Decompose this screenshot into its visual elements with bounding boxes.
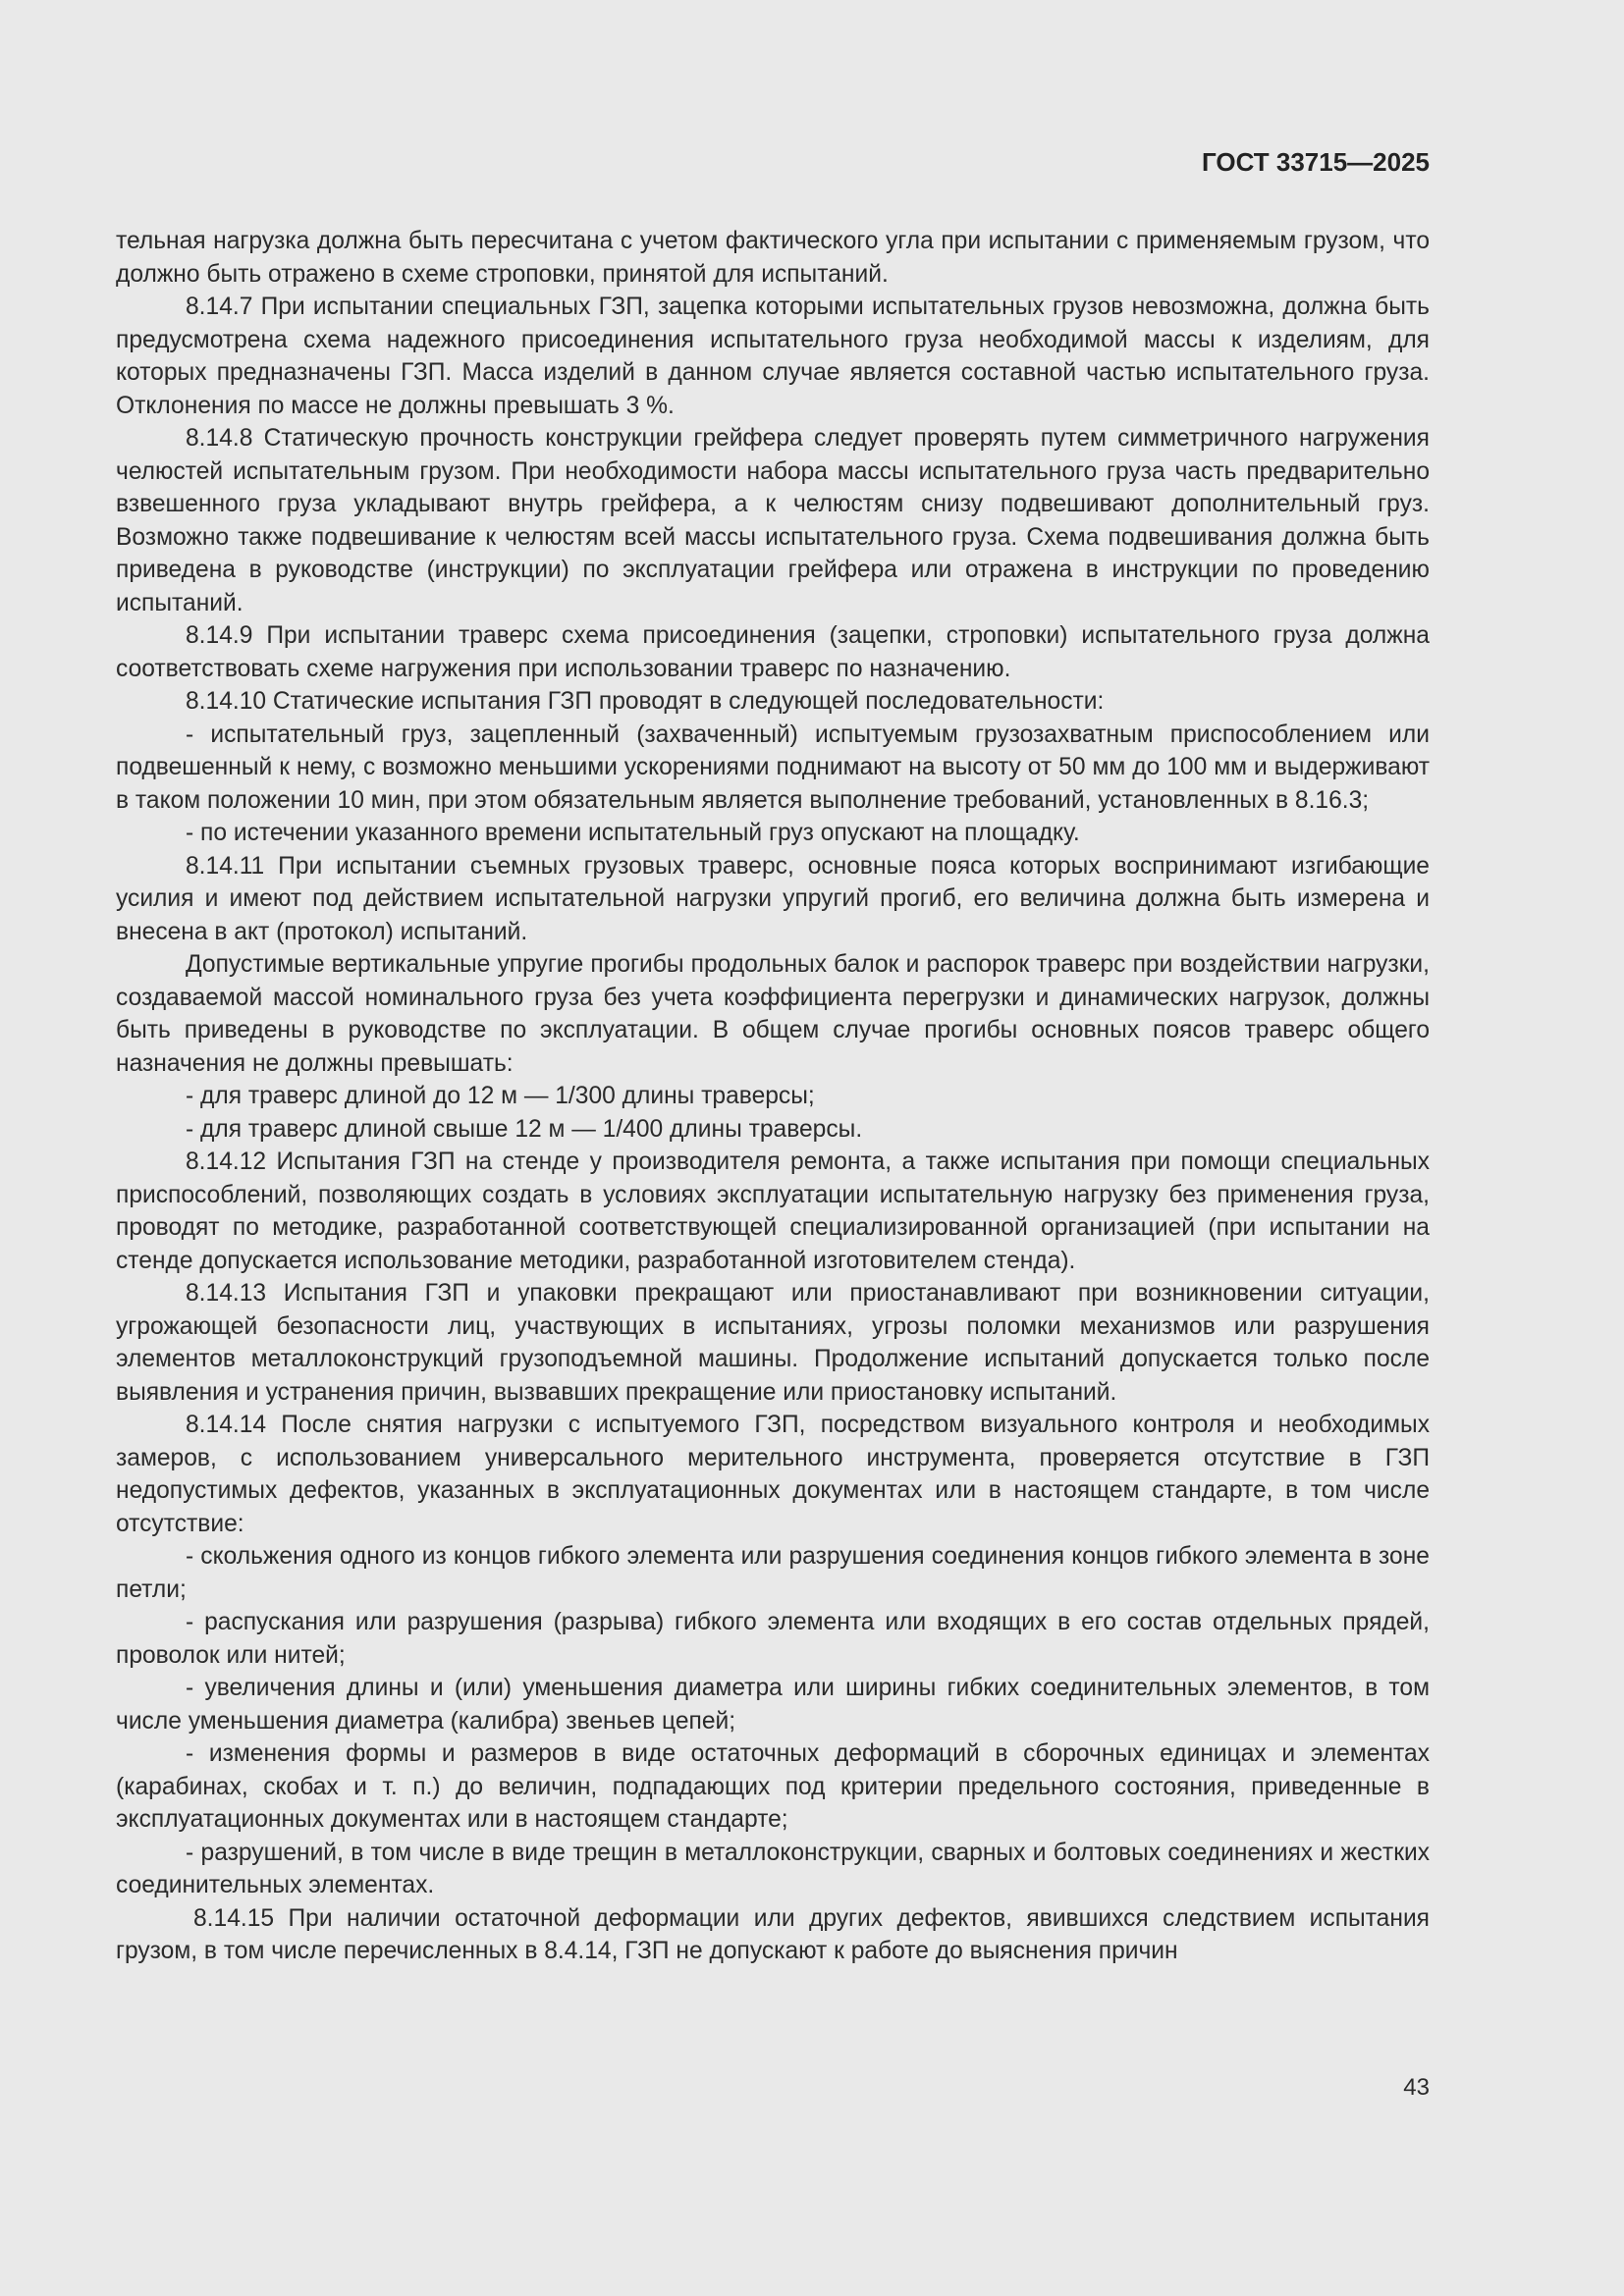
clause-8-14-10: 8.14.10 Статические испытания ГЗП проводят в следующей последовательности: [186,688,1105,715]
list-item: - испытательный груз, зацепленный (захваченный) испытуемым грузозахватным приспособлением или подвешенный к нему, с возможно меньшими ускорениями поднимают на высоту от 50 мм до 100 мм и выдерживают в таком положении 10 мин, при этом обязательным является выполнение требований, установленных в 8.16.3; [116,721,1430,814]
list-item: - изменения формы и размеров в виде остаточных деформаций в сборочных единицах и элементах (карабинах, скобах и т. п.) до величин, подпадающих под критерии предельного состояния, приведенные в эксплуатационных документах или в настоящем стандарте; [116,1740,1430,1833]
standard-designation: ГОСТ 33715—2025 [1202,147,1430,177]
clause-8-14-9: 8.14.9 При испытании траверс схема присоединения (зацепки, строповки) испытательного груза должна соответствовать схеме нагружения при использовании траверс по назначению. [116,622,1430,682]
page-number: 43 [1403,2074,1430,2101]
clause-8-14-11: 8.14.11 При испытании съемных грузовых траверс, основные пояса которых воспринимают изгибающие усилия и имеют под действием испытательной нагрузки упругий прогиб, его величина должна быть измерена и внесена в акт (протокол) испытаний. [116,852,1430,945]
clause-8-14-8: 8.14.8 Статическую прочность конструкции грейфера следует проверять путем симметричного нагружения челюстей испытательным грузом. При необходимости набора массы испытательного груза часть предварительно взвешенного груза укладывают внутрь грейфера, а к челюстям снизу подвешивают дополнительный груз. Возможно также подвешивание к челюстям всей массы испытательного груза. Схема подвешивания должна быть приведена в руководстве (инструкции) по эксплуатации грейфера или отражена в инструкции по проведению испытаний. [116,425,1430,616]
list-item: - увеличения длины и (или) уменьшения диаметра или ширины гибких соединительных элементов, в том числе уменьшения диаметра (калибра) звеньев цепей; [116,1675,1430,1735]
paragraph: Допустимые вертикальные упругие прогибы продольных балок и распорок траверс при воздействии нагрузки, создаваемой массой номинального груза без учета коэффициента перегрузки и динамических нагрузок, должны быть приведены в руководстве по эксплуатации. В общем случае прогибы основных поясов траверс общего назначения не должны превышать: [116,951,1430,1077]
clause-8-14-12: 8.14.12 Испытания ГЗП на стенде у производителя ремонта, а также испытания при помощи специальных приспособлений, позволяющих создать в условиях эксплуатации испытательную нагрузку без применения груза, проводят по методике, разработанной соответствующей специализированной организацией (при испытании на стенде допускается использование методики, разработанной изготовителем стенда). [116,1148,1430,1274]
clause-8-14-7: 8.14.7 При испытании специальных ГЗП, зацепка которыми испытательных грузов невозможна, должна быть предусмотрена схема надежного присоединения испытательного груза необходимой массы к изделиям, для которых предназначены ГЗП. Масса изделий в данном случае является составной частью испытательного груза. Отклонения по массе не должны превышать 3 %. [116,294,1430,419]
list-item: - распускания или разрушения (разрыва) гибкого элемента или входящих в его состав отдельных прядей, проволок или нитей; [116,1609,1430,1669]
list-item: - скольжения одного из концов гибкого элемента или разрушения соединения концов гибкого элемента в зоне петли; [116,1543,1430,1603]
clause-8-14-15: 8.14.15 При наличии остаточной деформации или других дефектов, явившихся следствием испытания грузом, в том числе перечисленных в 8.4.14, ГЗП не допускают к работе до выяснения причин [116,1904,1430,1964]
clause-8-14-13: 8.14.13 Испытания ГЗП и упаковки прекращают или приостанавливают при возникновении ситуации, угрожающей безопасности лиц, участвующих в испытаниях, угрозы поломки механизмов или разрушения элементов металлоконструкций грузоподъемной машины. Продолжение испытаний допускается только после выявления и устранения причин, вызвавших прекращение или приостановку испытаний. [116,1280,1430,1406]
list-item: - разрушений, в том числе в виде трещин в металлоконструкции, сварных и болтовых соединениях и жестких соединительных элементах. [116,1839,1430,1898]
list-item: - для траверс длиной свыше 12 м — 1/400 длины траверсы. [186,1115,863,1143]
paragraph: тельная нагрузка должна быть пересчитана с учетом фактического угла при испытании с применяемым грузом, что должно быть отражено в схеме строповки, принятой для испытаний. [116,228,1430,288]
document-body [116,225,1430,1968]
list-item: - для траверс длиной до 12 м — 1/300 длины траверсы; [186,1083,815,1109]
list-item: - по истечении указанного времени испытательный груз опускают на площадку. [186,820,1080,846]
clause-8-14-14: 8.14.14 После снятия нагрузки с испытуемого ГЗП, посредством визуального контроля и необходимых замеров, с использованием универсального мерительного инструмента, проверяется отсутствие в ГЗП недопустимых дефектов, указанных в эксплуатационных документах или в настоящем стандарте, в том числе отсутствие: [116,1412,1430,1537]
